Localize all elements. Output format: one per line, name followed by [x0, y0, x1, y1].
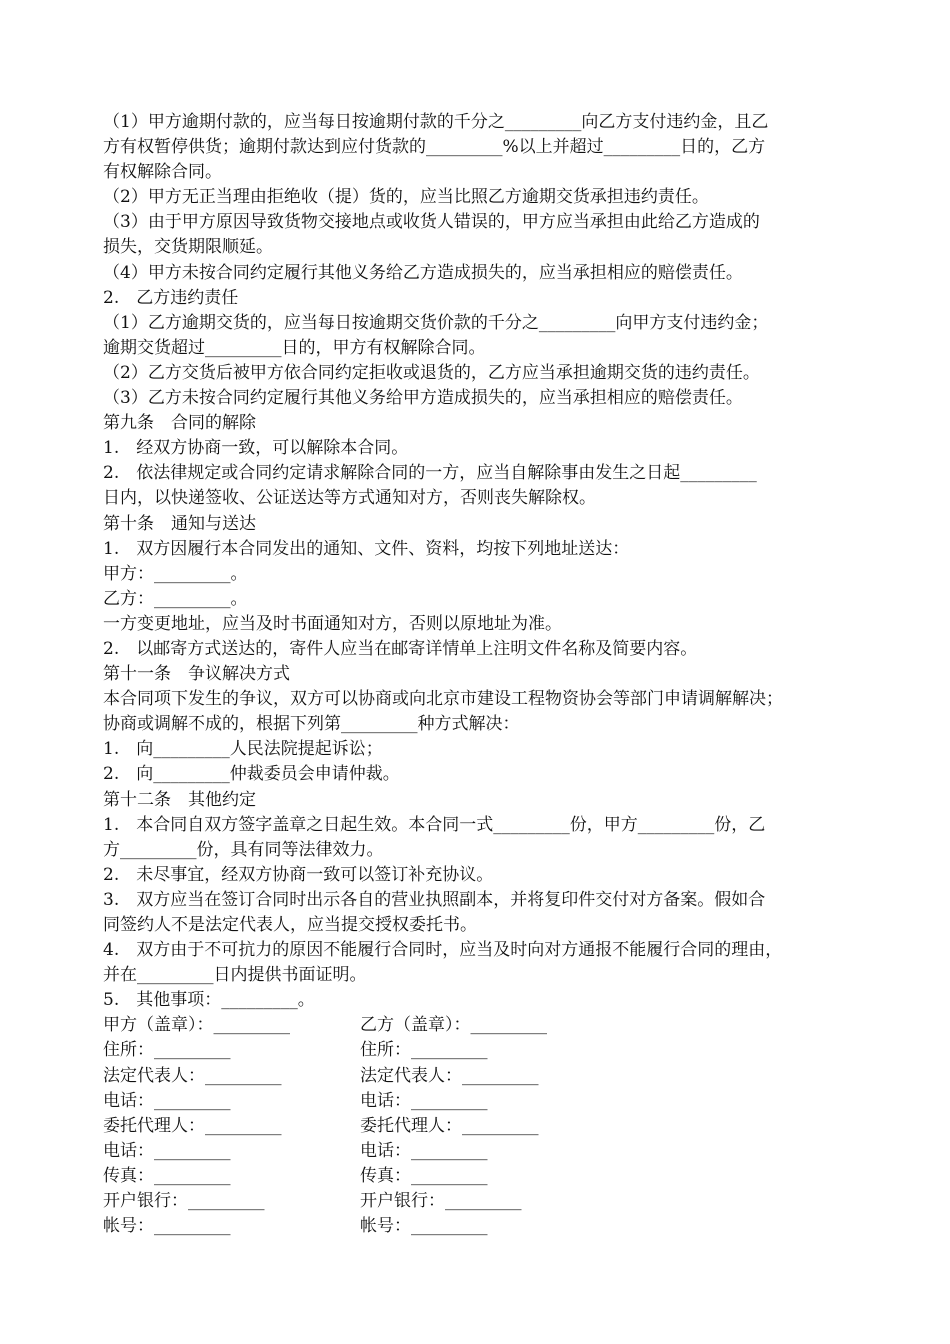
party-b-seal-field: 乙方（盖章）：_________ [360, 1015, 547, 1036]
party-b-bank-field: 开户银行：_________ [360, 1191, 522, 1212]
signature-row [103, 1214, 853, 1239]
text-line: 一方变更地址，应当及时书面通知对方，否则以原地址为准。 [103, 613, 562, 634]
text-line: （1）甲方逾期付款的，应当每日按逾期付款的千分之_________向乙方支付违约金，且乙 [103, 112, 769, 132]
text-line: 3. 双方应当在签订合同时出示各自的营业执照副本，并将复印件交付对方备案。假如合 [103, 889, 766, 910]
party-a-agent-phone-field: 电话：_________ [103, 1140, 231, 1161]
text-line: （3）乙方未按合同约定履行其他义务给甲方造成损失的，应当承担相应的赔偿责任。 [103, 388, 743, 409]
text-line: （3）由于甲方原因导致货物交接地点或收货人错误的，甲方应当承担由此给乙方造成的 [103, 212, 760, 233]
text-line: 甲方：_________。 [103, 563, 248, 584]
text-line: 1. 经双方协商一致，可以解除本合同。 [103, 438, 409, 459]
text-line: 2. 未尽事宜，经双方协商一致可以签订补充协议。 [103, 864, 494, 885]
article-heading: 第九条 合同的解除 [103, 413, 256, 434]
party-b-phone-field: 电话：_________ [360, 1090, 488, 1111]
text-line: （1）乙方逾期交货的，应当每日按逾期交货价款的千分之_________向甲方支付违约金； [103, 312, 769, 333]
party-a-address-field: 住所：_________ [103, 1040, 231, 1061]
party-a-agent-field: 委托代理人：_________ [103, 1115, 282, 1136]
article-heading: 第十一条 争议解决方式 [103, 664, 290, 685]
party-b-legal-rep-field: 法定代表人：_________ [360, 1065, 539, 1086]
article-heading: 第十条 通知与送达 [103, 513, 256, 534]
party-b-fax-field: 传真：_________ [360, 1165, 488, 1186]
signature-row [103, 1114, 853, 1139]
article-heading: 第十二条 其他约定 [103, 789, 256, 810]
text-line: 损失，交货期限顺延。 [103, 237, 273, 258]
text-line: （4）甲方未按合同约定履行其他义务给乙方造成损失的，应当承担相应的赔偿责任。 [103, 262, 743, 283]
text-line: 2. 以邮寄方式送达的，寄件人应当在邮寄详情单上注明文件名称及简要内容。 [103, 638, 698, 659]
text-line: 本合同项下发生的争议，双方可以协商或向北京市建设工程物资协会等部门申请调解解决； [103, 689, 783, 710]
text-line: 协商或调解不成的，根据下列第_________种方式解决： [103, 714, 520, 735]
text-line: 1. 本合同自双方签字盖章之日起生效。本合同一式_________份，甲方_________份，乙 [103, 814, 766, 835]
text-line: 日内，以快递签收、公证送达等方式通知对方，否则丧失解除权。 [103, 488, 596, 509]
text-line: 乙方：_________。 [103, 588, 248, 609]
signature-row [103, 1089, 853, 1114]
text-line: 1. 向_________人民法院提起诉讼； [103, 739, 383, 760]
text-line: 2. 向_________仲裁委员会申请仲裁。 [103, 764, 400, 785]
text-line: 有权解除合同。 [103, 162, 222, 183]
text-line: 5. 其他事项：_________。 [103, 990, 315, 1011]
text-line: 1. 双方因履行本合同发出的通知、文件、资料，均按下列地址送达： [103, 538, 630, 559]
signature-block [103, 1013, 853, 1239]
text-line: （2）甲方无正当理由拒绝收（提）货的，应当比照乙方逾期交货承担违约责任。 [103, 187, 709, 208]
signature-row [103, 1164, 853, 1189]
text-line: （2）乙方交货后被甲方依合同约定拒收或退货的，乙方应当承担逾期交货的违约责任。 [103, 362, 760, 383]
signature-row [103, 1189, 853, 1214]
party-b-address-field: 住所：_________ [360, 1040, 488, 1061]
signature-row [103, 1013, 853, 1038]
section-heading: 2. 乙方违约责任 [103, 287, 239, 308]
signature-row [103, 1038, 853, 1063]
clause-body [103, 110, 853, 1013]
party-a-legal-rep-field: 法定代表人：_________ [103, 1065, 282, 1086]
signature-row [103, 1064, 853, 1089]
party-b-agent-phone-field: 电话：_________ [360, 1140, 488, 1161]
text-line: 方有权暂停供货；逾期付款达到应付货款的_________%以上并超过_________日的，乙方 [103, 137, 766, 158]
party-a-account-field: 帐号：_________ [103, 1216, 231, 1237]
party-a-fax-field: 传真：_________ [103, 1165, 231, 1186]
party-b-agent-field: 委托代理人：_________ [360, 1115, 539, 1136]
contract-page [103, 110, 853, 1239]
text-line: 4. 双方由于不可抗力的原因不能履行合同时，应当及时向对方通报不能履行合同的理由， [103, 940, 783, 961]
party-a-seal-field: 甲方（盖章）：_________ [103, 1015, 290, 1036]
signature-row [103, 1139, 853, 1164]
party-b-account-field: 帐号：_________ [360, 1216, 488, 1237]
text-line: 逾期交货超过_________日的，甲方有权解除合同。 [103, 337, 486, 358]
text-line: 方_________份，具有同等法律效力。 [103, 839, 384, 860]
party-a-phone-field: 电话：_________ [103, 1090, 231, 1111]
text-line: 并在_________日内提供书面证明。 [103, 965, 367, 986]
party-a-bank-field: 开户银行：_________ [103, 1191, 265, 1212]
text-line: 2. 依法律规定或合同约定请求解除合同的一方，应当自解除事由发生之日起_________ [103, 463, 757, 484]
text-line: 同签约人不是法定代表人，应当提交授权委托书。 [103, 915, 477, 935]
